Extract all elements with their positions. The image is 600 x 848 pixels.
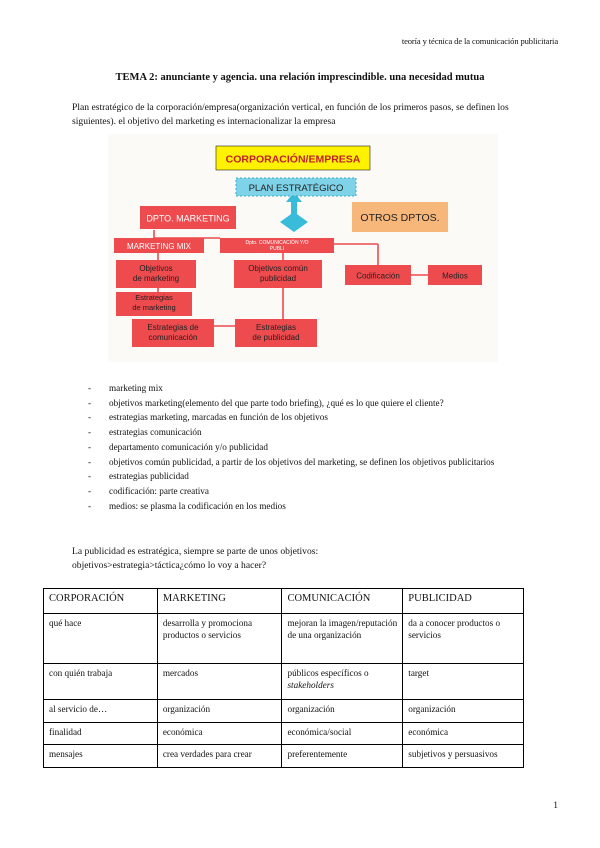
table-cell: económica/social <box>282 722 403 745</box>
corporacion-label: CORPORACIÓN/EMPRESA <box>225 153 361 166</box>
codificacion-label: Codificación <box>356 271 400 281</box>
table-cell: crea verdades para crear <box>157 745 282 768</box>
table-cell: económica <box>157 722 282 745</box>
table-cell-text: públicos específicos o <box>287 668 369 678</box>
table-header-row <box>44 589 524 614</box>
table-cell: da a conocer productos o servicios <box>403 614 524 664</box>
table-cell: con quién trabaja <box>44 664 158 700</box>
estrategias-publicidad-label: Estrategias de publicidad <box>252 323 300 342</box>
table-cell: mejoran la imagen/reputación de una organización <box>282 614 403 664</box>
list-item: - estrategias marketing, marcadas en función de los objetivos <box>88 410 538 425</box>
table-cell <box>282 664 403 700</box>
list-item: - objetivos común publicidad, a partir de los objetivos del marketing, se definen los objetivos publicitarios <box>88 455 538 470</box>
objetivos-marketing-label: Objetivos de marketing <box>132 264 180 283</box>
strategic-plan-diagram <box>108 134 498 362</box>
strategy-paragraph <box>72 545 532 573</box>
table-cell: target <box>403 664 524 700</box>
table-cell: desarrolla y promociona productos o servicios <box>157 614 282 664</box>
table-cell: finalidad <box>44 722 158 745</box>
table-cell: mercados <box>157 664 282 700</box>
table-header-cell: CORPORACIÓN <box>44 589 158 614</box>
table-cell: económica <box>403 722 524 745</box>
table-cell: qué hace <box>44 614 158 664</box>
list-item: - marketing mix <box>88 381 538 396</box>
page-title: TEMA 2: anunciante y agencia. una relación imprescindible. una necesidad mutua <box>115 72 485 83</box>
strategy-line-2: objetivos>estrategia>táctica¿cómo lo voy a hacer? <box>72 560 267 571</box>
plan-label: PLAN ESTRATÉGICO <box>248 183 344 194</box>
intro-paragraph: Plan estratégico de la corporación/empresa(organización vertical, en función de los primeros pasos, se definen los siguientes). el objetivo del marketing es internacionalizar la empresa <box>72 102 509 127</box>
table-cell: organización <box>403 700 524 723</box>
dpto-marketing-label: DPTO. MARKETING <box>146 213 230 224</box>
medios-label: Medios <box>442 271 468 281</box>
list-item: - departamento comunicación y/o publicidad <box>88 440 538 455</box>
concept-list <box>88 381 538 513</box>
list-item: - medios: se plasma la codificación en los medios <box>88 499 538 514</box>
table-row <box>44 700 524 723</box>
table-cell: preferentemente <box>282 745 403 768</box>
strategy-line-1: La publicidad es estratégica, siempre se parte de unos objetivos: <box>72 546 319 557</box>
table-header-cell: PUBLICIDAD <box>403 589 524 614</box>
stakeholders-term: stakeholders <box>287 679 334 690</box>
table-header-cell: MARKETING <box>157 589 282 614</box>
table-cell: mensajes <box>44 745 158 768</box>
list-item: - estrategias publicidad <box>88 469 538 484</box>
running-header: teoría y técnica de la comunicación publicitaria <box>401 36 558 46</box>
objetivos-comun-label: Objetivos común publicidad <box>248 264 308 283</box>
table-row <box>44 745 524 768</box>
list-item: - estrategias comunicación <box>88 425 538 440</box>
otros-label: OTROS DPTOS. <box>360 212 440 224</box>
list-item: - codificación: parte creativa <box>88 484 538 499</box>
table-cell: subjetivos y persuasivos <box>403 745 524 768</box>
table-cell: organización <box>282 700 403 723</box>
table-row <box>44 664 524 700</box>
estrategias-comunicacion-label: Estrategias de comunicación <box>147 323 199 342</box>
dpto-comunicacion-label: Dpto. COMUNICACIÓN Y/O PUBLI <box>245 240 309 252</box>
comparison-table <box>43 588 524 768</box>
page-number: 1 <box>553 801 558 811</box>
estrategias-marketing-label: Estrategias de marketing <box>132 293 176 312</box>
table-row <box>44 614 524 664</box>
table-cell: organización <box>157 700 282 723</box>
list-item: - objetivos marketing(elemento del que parte todo briefing), ¿qué es lo que quiere el cliente? <box>88 396 538 411</box>
marketing-mix-label: MARKETING MIX <box>126 242 192 251</box>
table-header-cell: COMUNICACIÓN <box>282 589 403 614</box>
table-cell: al servicio de… <box>44 700 158 723</box>
table-row <box>44 722 524 745</box>
